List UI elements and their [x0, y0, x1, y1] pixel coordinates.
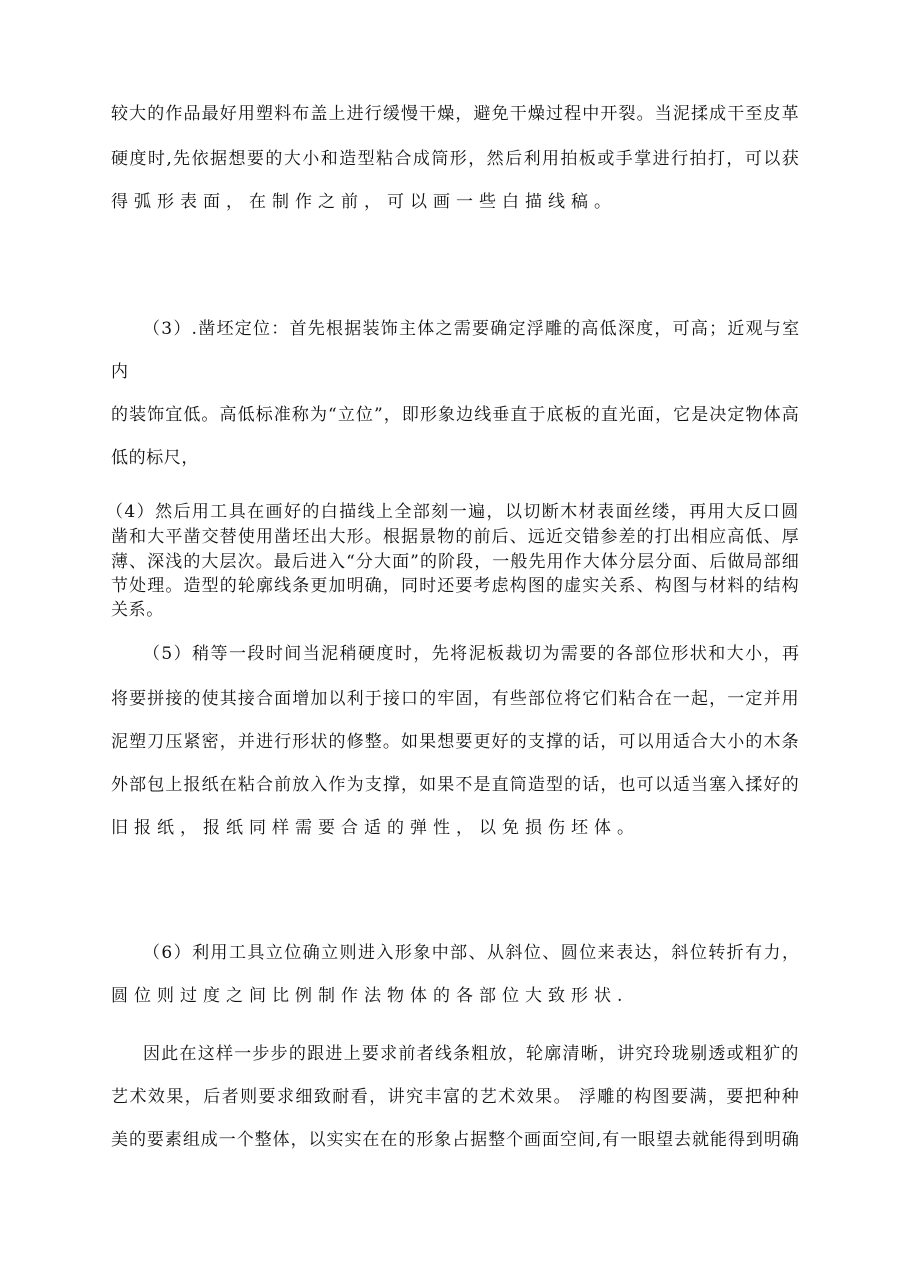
text-line: 将要拼接的使其接合面增加以利于接口的牢固，有些部位将它们粘合在一起，一定并用	[111, 689, 800, 709]
text-line: 节处理。造型的轮廓线条更加明确，同时还要考虑构图的虚实关系、构图与材料的结构	[111, 576, 800, 596]
text-line: 艺术效果，后者则要求细致耐看，讲究丰富的艺术效果。 浮雕的构图要满，要把种种	[111, 1087, 801, 1107]
text-line: 硬度时,先依据想要的大小和造型粘合成筒形，然后利用拍板或手掌进行拍打，可以获	[111, 149, 801, 169]
text-line: （5）稍等一段时间当泥稍硬度时，先将泥板裁切为需要的各部位形状和大小，再	[143, 644, 801, 664]
text-line: 内	[111, 362, 129, 382]
text-line: 关系。	[111, 600, 164, 620]
text-line: 外部包上报纸在粘合前放入作为支撑，如果不是直筒造型的话，也可以适当塞入揉好的	[111, 775, 800, 795]
text-line: 因此在这样一步步的跟进上要求前者线条粗放，轮廓清晰，讲究玲珑剔透或粗犷的	[143, 1044, 800, 1064]
text-line: 泥塑刀压紧密，并进行形状的修整。如果想要更好的支撑的话，可以用适合大小的木条	[111, 732, 800, 752]
text-line: （3）.凿坯定位：首先根据装饰主体之需要确定浮雕的高低深度，可高；近观与室	[143, 319, 801, 339]
text-line: 的装饰宜低。高低标准称为“立位”，即形象边线垂直于底板的直光面，它是决定物体高	[111, 405, 800, 425]
text-line: 薄、深浅的大层次。最后进入“分大面”的阶段，一般先用作大体分层分面、后做局部细	[111, 552, 800, 572]
text-line: （6）利用工具立位确立则进入形象中部、从斜位、圆位来表达，斜位转折有力，	[143, 943, 801, 963]
text-line: 旧报纸，报纸同样需要合适的弹性，以免损伤坯体。	[111, 818, 640, 838]
text-line: 凿和大平凿交替使用凿坯出大形。根据景物的前后、远近交错参差的打出相应高低、厚	[111, 527, 800, 547]
text-line: 较大的作品最好用塑料布盖上进行缓慢干燥，避免干燥过程中开裂。当泥揉成干至皮革	[111, 104, 800, 124]
text-line: 低的标尺，	[111, 448, 199, 468]
text-line: 圆位则过度之间比例制作法物体的各部位大致形状.	[111, 986, 629, 1006]
text-line: 美的要素组成一个整体，以实实在在的形象占据整个画面空间,有一眼望去就能得到明确	[111, 1130, 800, 1150]
text-line: （4）然后用工具在画好的白描线上全部刻一遍，以切断木材表面丝缕，再用大反口圆	[106, 502, 800, 522]
text-line: 得弧形表面，在制作之前，可以画一些白描线稿。	[111, 192, 617, 212]
